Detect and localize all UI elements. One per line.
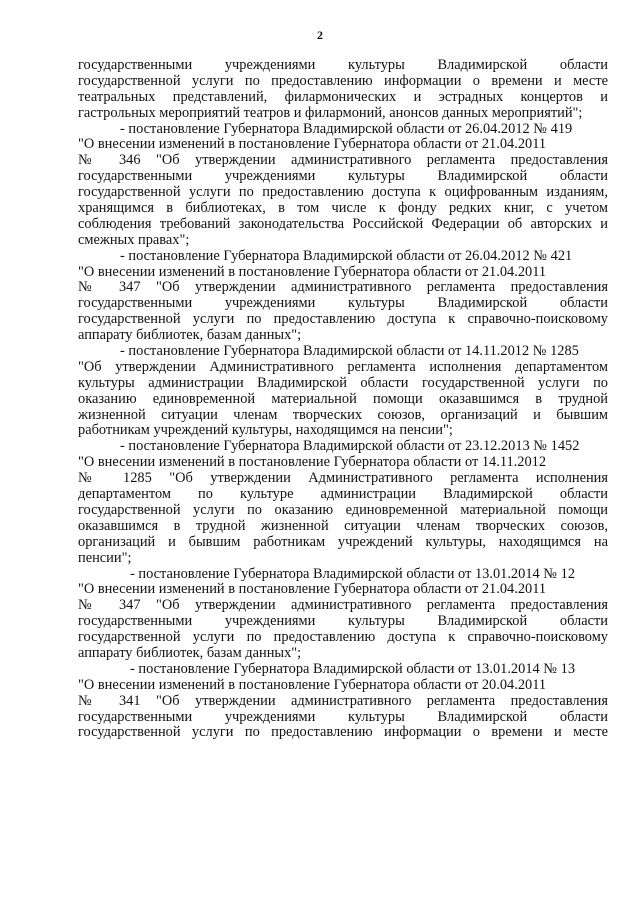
text-line: № 347 "Об утверждении административного регламента предоставления <box>78 597 608 614</box>
text-line: государственной услуги по предоставлению доступа к справочно-поисковому <box>78 629 608 646</box>
text-line: государственной услуги по предоставлению информации о времени и месте <box>78 72 608 89</box>
text-line: оказанию единовременной материальной помощи оказавшимся в трудной <box>78 390 608 407</box>
text-line: пенсии"; <box>78 549 132 566</box>
text-line: - постановление Губернатора Владимирской области от 23.12.2013 № 1452 <box>120 438 580 455</box>
text-line: соблюдения требований законодательства Российской Федерации об авторских и <box>78 215 608 232</box>
text-line: "О внесении изменений в постановление Губернатора области от 21.04.2011 <box>78 263 547 280</box>
text-line: № 341 "Об утверждении административного регламента предоставления <box>78 692 608 709</box>
text-line: гастрольных мероприятий театров и филармоний, анонсов данных мероприятий"; <box>78 104 583 121</box>
text-line: оказавшимся в трудной жизненной ситуации членам творческих союзов, <box>78 517 608 534</box>
text-line: государственными учреждениями культуры Владимирской области <box>78 168 608 185</box>
text-line: организаций и бывшим работникам учреждений культуры, находящимся на <box>78 533 608 550</box>
text-line: - постановление Губернатора Владимирской области от 26.04.2012 № 419 <box>120 120 573 137</box>
text-line: № 1285 "Об утверждении Административного регламента исполнения <box>78 470 608 487</box>
text-line: государственной услуги по предоставлению доступа к оцифрованным изданиям, <box>78 184 608 201</box>
text-line: аппарату библиотек, базам данных"; <box>78 327 302 344</box>
text-line: культуры администрации Владимирской области государственной услуги по <box>78 374 608 391</box>
text-line: смежных правах"; <box>78 231 190 248</box>
text-line: - постановление Губернатора Владимирской области от 14.11.2012 № 1285 <box>120 343 579 360</box>
text-line: хранящимся в библиотеках, в том числе к фонду редких книг, с учетом <box>78 200 608 217</box>
text-line: департаментом по культуре администрации Владимирской области <box>78 486 608 503</box>
text-line: № 346 "Об утверждении административного регламента предоставления <box>78 152 608 169</box>
text-line: государственными учреждениями культуры Владимирской области <box>78 708 608 725</box>
text-line: жизненной ситуации членам творческих союзов, организаций и бывшим <box>78 406 608 423</box>
page-number: 2 <box>317 28 323 42</box>
text-line: государственной услуги по оказанию единовременной материальной помощи <box>78 501 608 518</box>
text-line: - постановление Губернатора Владимирской области от 26.04.2012 № 421 <box>120 247 573 264</box>
text-line: работникам учреждений культуры, находящимся на пенсии"; <box>78 422 453 439</box>
text-line: - постановление Губернатора Владимирской области от 13.01.2014 № 13 <box>130 660 576 677</box>
text-line: "О внесении изменений в постановление Губернатора области от 21.04.2011 <box>78 581 547 598</box>
text-line: "О внесении изменений в постановление Губернатора области от 20.04.2011 <box>78 676 547 693</box>
text-line: аппарату библиотек, базам данных"; <box>78 644 302 661</box>
text-line: государственной услуги по предоставлению доступа к справочно-поисковому <box>78 311 608 328</box>
document-body <box>78 58 608 741</box>
text-line: № 347 "Об утверждении административного регламента предоставления <box>78 279 608 296</box>
text-line: государственными учреждениями культуры Владимирской области <box>78 57 608 73</box>
text-line: театральных представлений, филармонических и эстрадных концертов и <box>78 88 608 105</box>
text-line: "О внесении изменений в постановление Губернатора области от 14.11.2012 <box>78 454 547 471</box>
text-line: - постановление Губернатора Владимирской области от 13.01.2014 № 12 <box>130 565 576 582</box>
text-line: "О внесении изменений в постановление Губернатора области от 21.04.2011 <box>78 136 547 153</box>
text-line: государственными учреждениями культуры Владимирской области <box>78 613 608 630</box>
text-line: государственной услуги по предоставлению информации о времени и месте <box>78 724 608 741</box>
text-line: государственными учреждениями культуры Владимирской области <box>78 295 608 312</box>
text-line: "Об утверждении Административного регламента исполнения департаментом <box>78 358 608 375</box>
